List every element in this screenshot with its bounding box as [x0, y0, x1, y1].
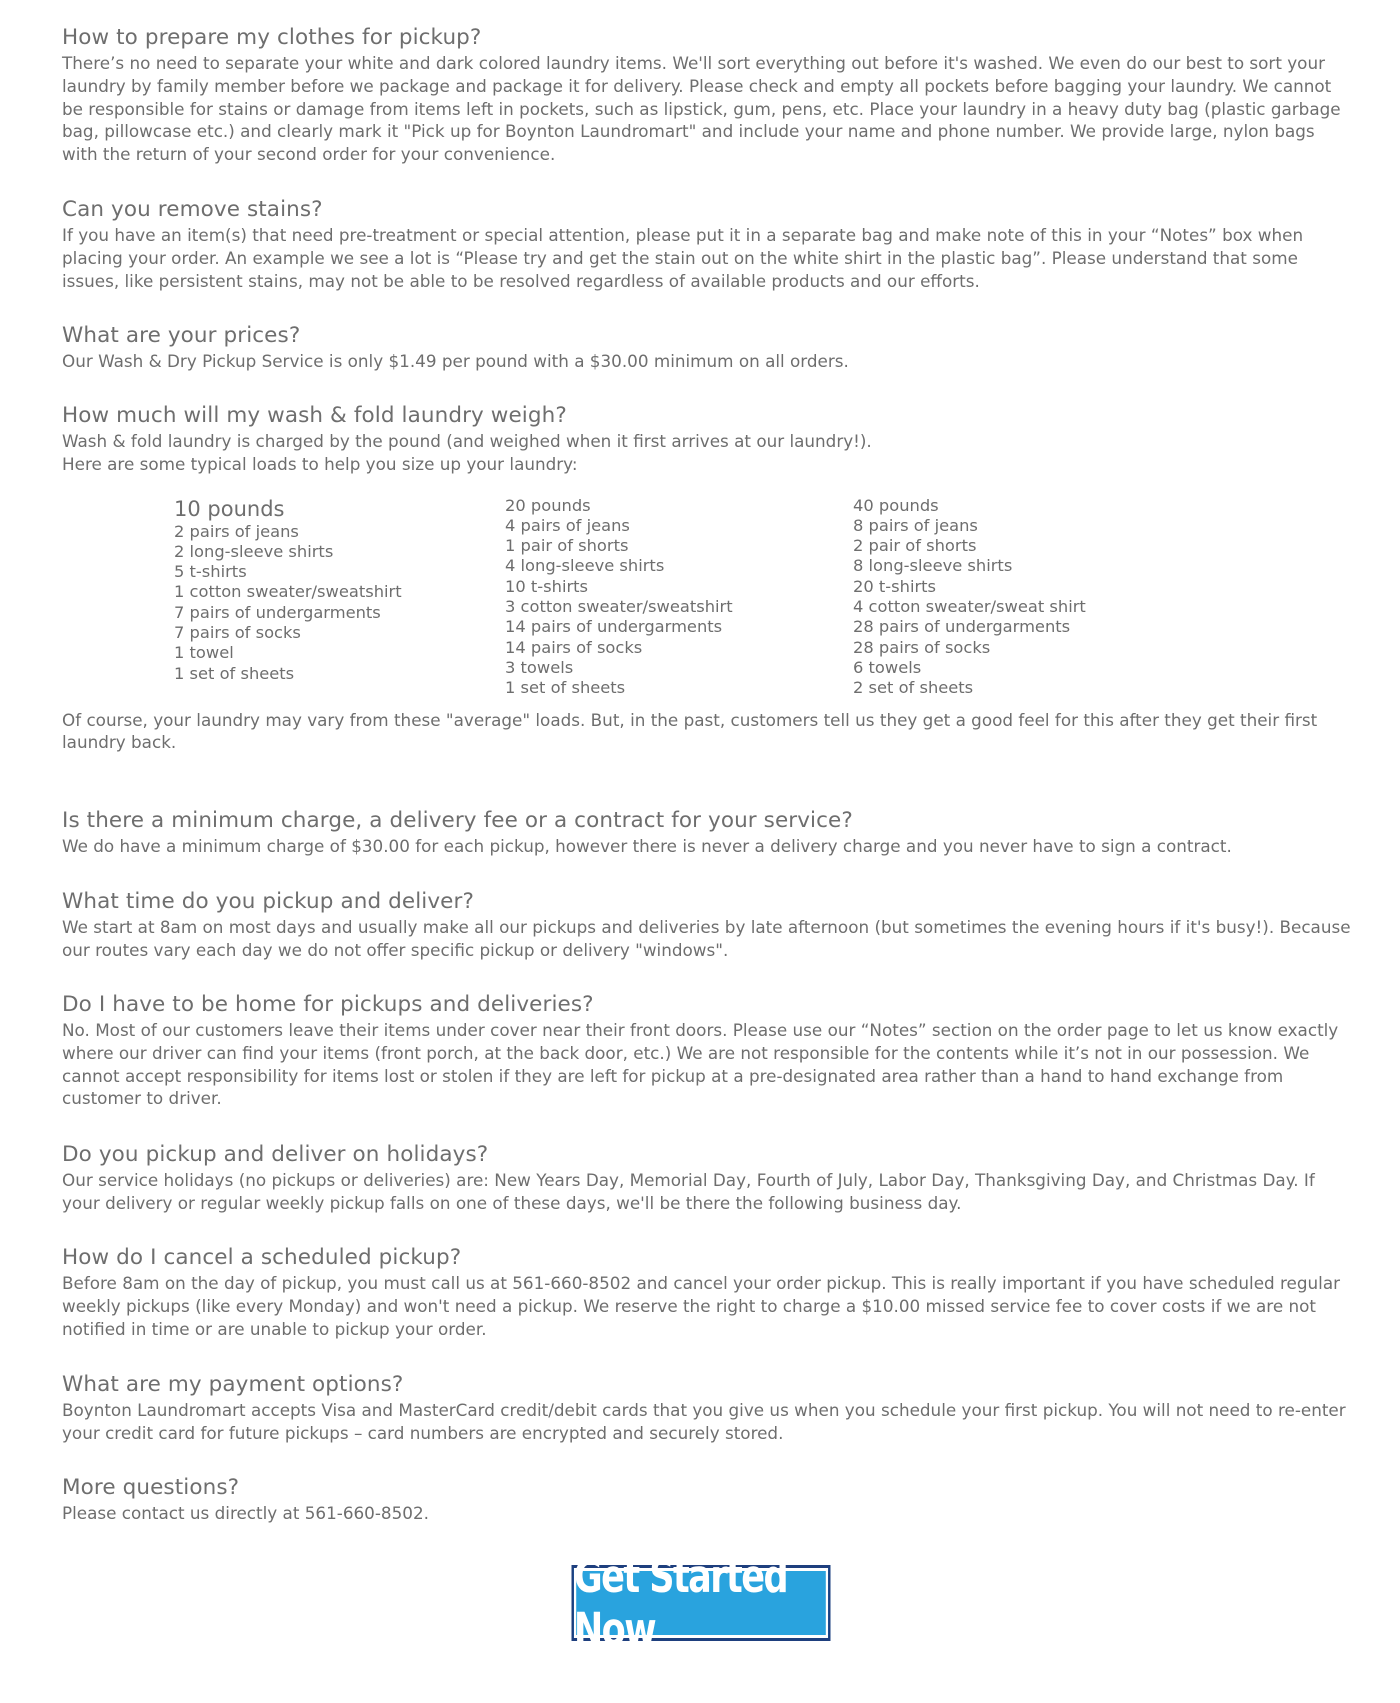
faq-item: [62, 1474, 1352, 1530]
faq-answer: [62, 1272, 1352, 1340]
faq-answer: [62, 835, 1352, 858]
load-column-title: 20 pounds: [505, 495, 591, 515]
faq-answer: [62, 1019, 1352, 1110]
load-item: 4 long-sleeve shirts: [505, 556, 665, 576]
faq-answer-text: Our Wash & Dry Pickup Service is only $1.49 per pound with a $30.00 minimum on all orders.: [62, 351, 849, 371]
load-item: 3 towels: [505, 657, 574, 677]
faq-question: More questions?: [62, 1475, 240, 1500]
load-item: 7 pairs of socks: [174, 623, 301, 643]
faq-answer: [62, 52, 1352, 166]
faq-answer-text: Please contact us directly at 561-660-8502.: [62, 1503, 429, 1523]
faq-question: What are my payment options?: [62, 1372, 404, 1397]
faq-question: Is there a minimum charge, a delivery fee or a contract for your service?: [62, 808, 853, 833]
load-item: 3 cotton sweater/sweatshirt: [505, 597, 733, 617]
faq-answer: [62, 224, 1352, 292]
faq-answer-text: No. Most of our customers leave their items under cover near their front doors. Please use our “Notes” section on the order page to let us know exactly where our driver can find your items (front porch, at the back door, etc.) We are not responsible for the contents while it’s not in our possession. We cannot accept responsibility for items lost or stolen if they are left for pickup at a pre-designated area rather than a hand to hand exchange from customer to driver.: [62, 1020, 1339, 1109]
faq-answer: [62, 430, 1352, 476]
load-item: 8 long-sleeve shirts: [853, 556, 1013, 576]
faq-item: [62, 1244, 1352, 1371]
faq-question: Do you pickup and deliver on holidays?: [62, 1142, 489, 1167]
load-item: 28 pairs of socks: [853, 637, 991, 657]
faq-answer-text: Boynton Laundromart accepts Visa and MasterCard credit/debit cards that you give us when you schedule your first pickup. You will not need to re-enter your credit card for future pickups – card numbers are encrypted and securely stored.: [62, 1400, 1346, 1443]
faq-answer-text: Here are some typical loads to help you size up your laundry:: [62, 453, 578, 474]
faq-answer-text: Our service holidays (no pickups or deliveries) are: New Years Day, Memorial Day, Fourth of July, Labor Day, Thanksgiving Day, and Christmas Day. If your delivery or regular weekly pickup falls on one of these days, we'll be there the following business day.: [62, 1170, 1315, 1213]
faq-answer: [62, 916, 1352, 962]
load-item: 8 pairs of jeans: [853, 515, 978, 535]
faq-answer: [62, 1169, 1352, 1215]
load-item: 1 towel: [174, 643, 234, 663]
load-item: 1 set of sheets: [505, 678, 626, 698]
faq-answer: [62, 1502, 1352, 1525]
load-column-title: 10 pounds: [174, 496, 285, 521]
faq-answer-text: We do have a minimum charge of $30.00 for each pickup, however there is never a delivery charge and you never have to sign a contract.: [62, 836, 1232, 856]
load-item: 2 pairs of jeans: [174, 521, 299, 541]
load-item: 2 set of sheets: [853, 678, 974, 698]
load-column-title: 40 pounds: [853, 495, 939, 515]
faq-item: [62, 196, 1352, 322]
load-item: 14 pairs of socks: [505, 637, 643, 657]
faq-item: [62, 1371, 1352, 1474]
faq-question: What are your prices?: [62, 323, 301, 348]
load-item: 2 pair of shorts: [853, 536, 977, 556]
load-item: 1 cotton sweater/sweatshirt: [174, 582, 402, 602]
get-started-button-label: Get Started Now: [573, 1550, 788, 1656]
faq-answer-text: If you have an item(s) that need pre-treatment or special attention, please put it in a separate bag and make note of this in your “Notes” box when placing your order. An example we see a lot is “Please try and get the stain out on the white shirt in the plastic bag”. Please understand that some issues, like persistent stains, may not be able to be resolved regardless of available products and our efforts.: [62, 225, 1304, 291]
load-column-20lb: [505, 496, 733, 699]
faq-answer-text: Of course, your laundry may vary from these "average" loads. But, in the past, customers tell us they get a good feel for this after they get their first laundry back.: [62, 709, 1318, 753]
faq-item: [62, 1141, 1352, 1244]
load-item: 4 cotton sweater/sweat shirt: [853, 597, 1086, 617]
load-item: 20 t-shirts: [853, 576, 937, 596]
typical-loads-table: [62, 496, 1352, 696]
load-item: 1 pair of shorts: [505, 536, 629, 556]
faq-item: [62, 24, 1352, 196]
load-column-10lb: [174, 496, 402, 684]
faq-list: [62, 24, 1352, 1530]
load-item: 6 towels: [853, 657, 922, 677]
load-item: 28 pairs of undergarments: [853, 617, 1071, 637]
faq-question: Do I have to be home for pickups and deliveries?: [62, 992, 594, 1017]
faq-item: [62, 322, 1352, 402]
faq-question: What time do you pickup and deliver?: [62, 889, 474, 914]
faq-question: How do I cancel a scheduled pickup?: [62, 1245, 462, 1270]
load-item: 4 pairs of jeans: [505, 515, 630, 535]
faq-answer: [62, 350, 1352, 373]
load-item: 14 pairs of undergarments: [505, 617, 723, 637]
load-item: 5 t-shirts: [174, 562, 247, 582]
faq-item: [62, 402, 1352, 807]
faq-question: How much will my wash & fold laundry weigh?: [62, 403, 567, 428]
load-item: 1 set of sheets: [174, 663, 295, 683]
faq-answer: [62, 709, 1352, 755]
load-column-40lb: [853, 496, 1086, 699]
faq-answer-text: There’s no need to separate your white and dark colored laundry items. We'll sort everything out before it's washed. We even do our best to sort your laundry by family member before we package and package it for delivery. Please check and empty all pockets before bagging your laundry. We cannot be responsible for stains or damage from items left in pockets, such as lipstick, gum, pens, etc. Place your laundry in a heavy duty bag (plastic garbage bag, pillowcase etc.) and clearly mark it "Pick up for Boynton Laundromart" and include your name and phone number. We provide large, nylon bags with the return of your second order for your convenience.: [62, 53, 1341, 165]
faq-answer: [62, 1399, 1352, 1445]
faq-answer-text: Wash & fold laundry is charged by the pound (and weighed when it first arrives at our laundry!).: [62, 431, 872, 451]
faq-question: How to prepare my clothes for pickup?: [62, 25, 482, 50]
faq-answer-text: Before 8am on the day of pickup, you must call us at 561-660-8502 and cancel your order pickup. This is really important if you have scheduled regular weekly pickups (like every Monday) and won't need a pickup. We reserve the right to charge a $10.00 missed service fee to cover costs if we are not notified in time or are unable to pickup your order.: [62, 1273, 1341, 1339]
faq-item: [62, 991, 1352, 1141]
faq-item: [62, 888, 1352, 991]
faq-answer-text: We start at 8am on most days and usually make all our pickups and deliveries by late afternoon (but sometimes the evening hours if it's busy!). Because our routes vary each day we do not offer specific pickup or delivery "windows".: [62, 917, 1351, 960]
get-started-button[interactable]: [572, 1550, 831, 1656]
load-item: 2 long-sleeve shirts: [174, 541, 334, 561]
load-item: 10 t-shirts: [505, 576, 589, 596]
load-item: 7 pairs of undergarments: [174, 602, 381, 622]
faq-question: Can you remove stains?: [62, 197, 323, 222]
cta-container: [535, 1550, 867, 1656]
faq-item: [62, 807, 1352, 888]
